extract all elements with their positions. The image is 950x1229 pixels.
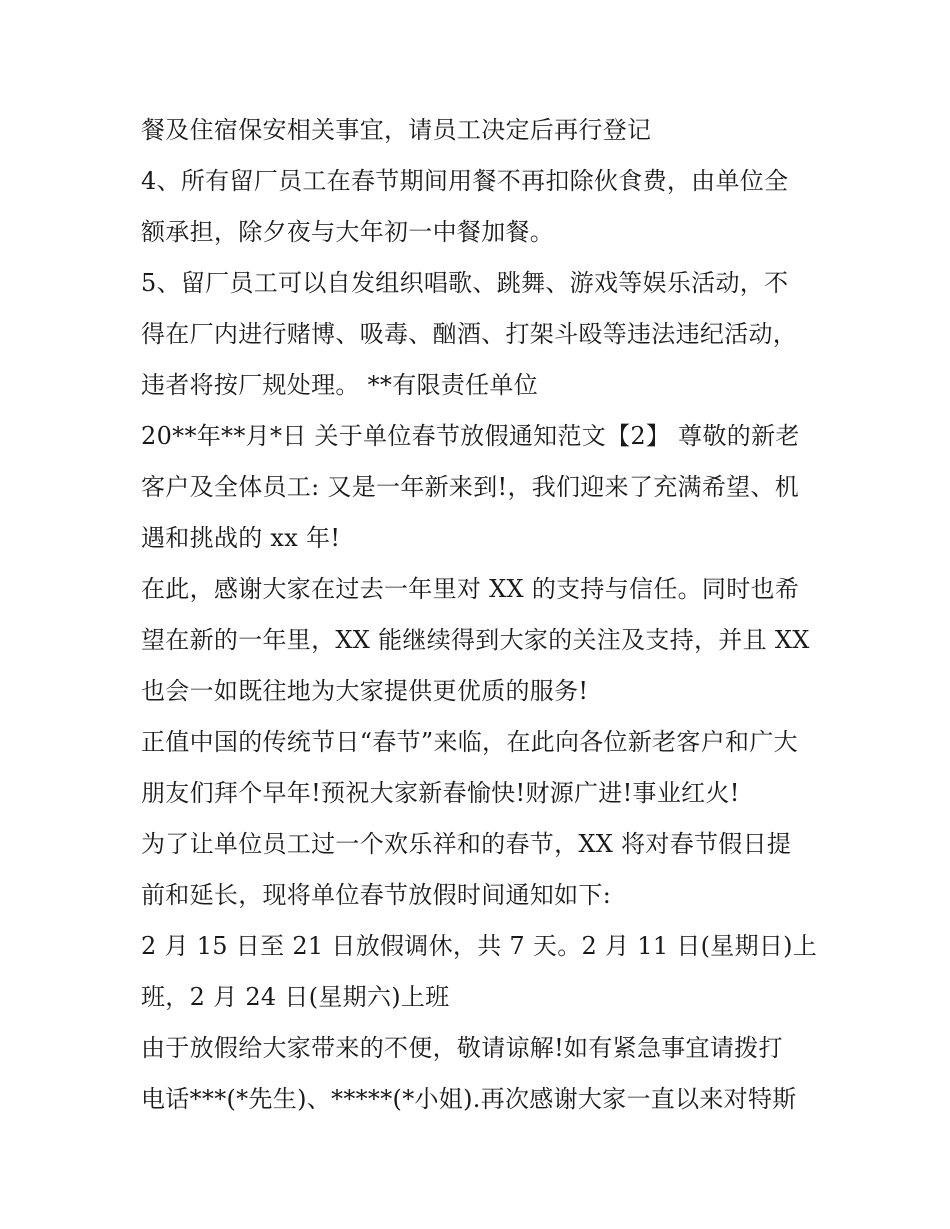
text-line-8: 客户及全体员工: 又是一年新来到!，我们迎来了充满希望、机 (141, 473, 800, 501)
text-line-5: 得在厂内进行赌博、吸毒、酗酒、打架斗殴等违法违纪活动， (141, 320, 798, 348)
document-body (141, 105, 831, 1125)
text-line-2: 4、所有留厂员工在春节期间用餐不再扣除伙食费，由单位全 (141, 167, 789, 195)
text-line-16: 前和延长，现将单位春节放假时间通知如下: (141, 881, 612, 909)
text-line-9: 遇和挑战的 xx 年! (141, 524, 341, 552)
text-line-19: 由于放假给大家带来的不便，敬请谅解!如有紧急事宜请拨打 (141, 1034, 783, 1062)
text-line-11: 望在新的一年里，XX 能继续得到大家的关注及支持，并且 XX (141, 626, 810, 654)
text-line-3: 额承担，除夕夜与大年初一中餐加餐。 (141, 218, 555, 246)
text-line-17: 2 月 15 日至 21 日放假调休，共 7 天。2 月 11 日(星期日)上 (141, 932, 818, 960)
text-line-7: 20**年**月*日 关于单位春节放假通知范文【2】 尊敬的新老 (141, 422, 800, 450)
text-line-13: 正值中国的传统节日“春节”来临，在此向各位新老客户和广大 (141, 728, 798, 756)
text-line-18: 班，2 月 24 日(星期六)上班 (141, 983, 450, 1011)
text-line-1: 餐及住宿保安相关事宜，请员工决定后再行登记 (141, 116, 652, 144)
text-line-15: 为了让单位员工过一个欢乐祥和的春节，XX 将对春节假日提 (141, 830, 792, 858)
text-line-14: 朋友们拜个早年!预祝大家新春愉快!财源广进!事业红火! (141, 779, 740, 807)
text-line-12: 也会一如既往地为大家提供更优质的服务! (141, 677, 589, 705)
text-line-4: 5、留厂员工可以自发组织唱歌、跳舞、游戏等娱乐活动，不 (141, 269, 789, 297)
text-line-6: 违者将按厂规处理。 **有限责任单位 (141, 371, 539, 399)
text-line-20: 电话***(*先生)、*****(*小姐).再次感谢大家一直以来对特斯 (141, 1085, 797, 1113)
text-line-10: 在此，感谢大家在过去一年里对 XX 的支持与信任。同时也希 (141, 575, 800, 603)
